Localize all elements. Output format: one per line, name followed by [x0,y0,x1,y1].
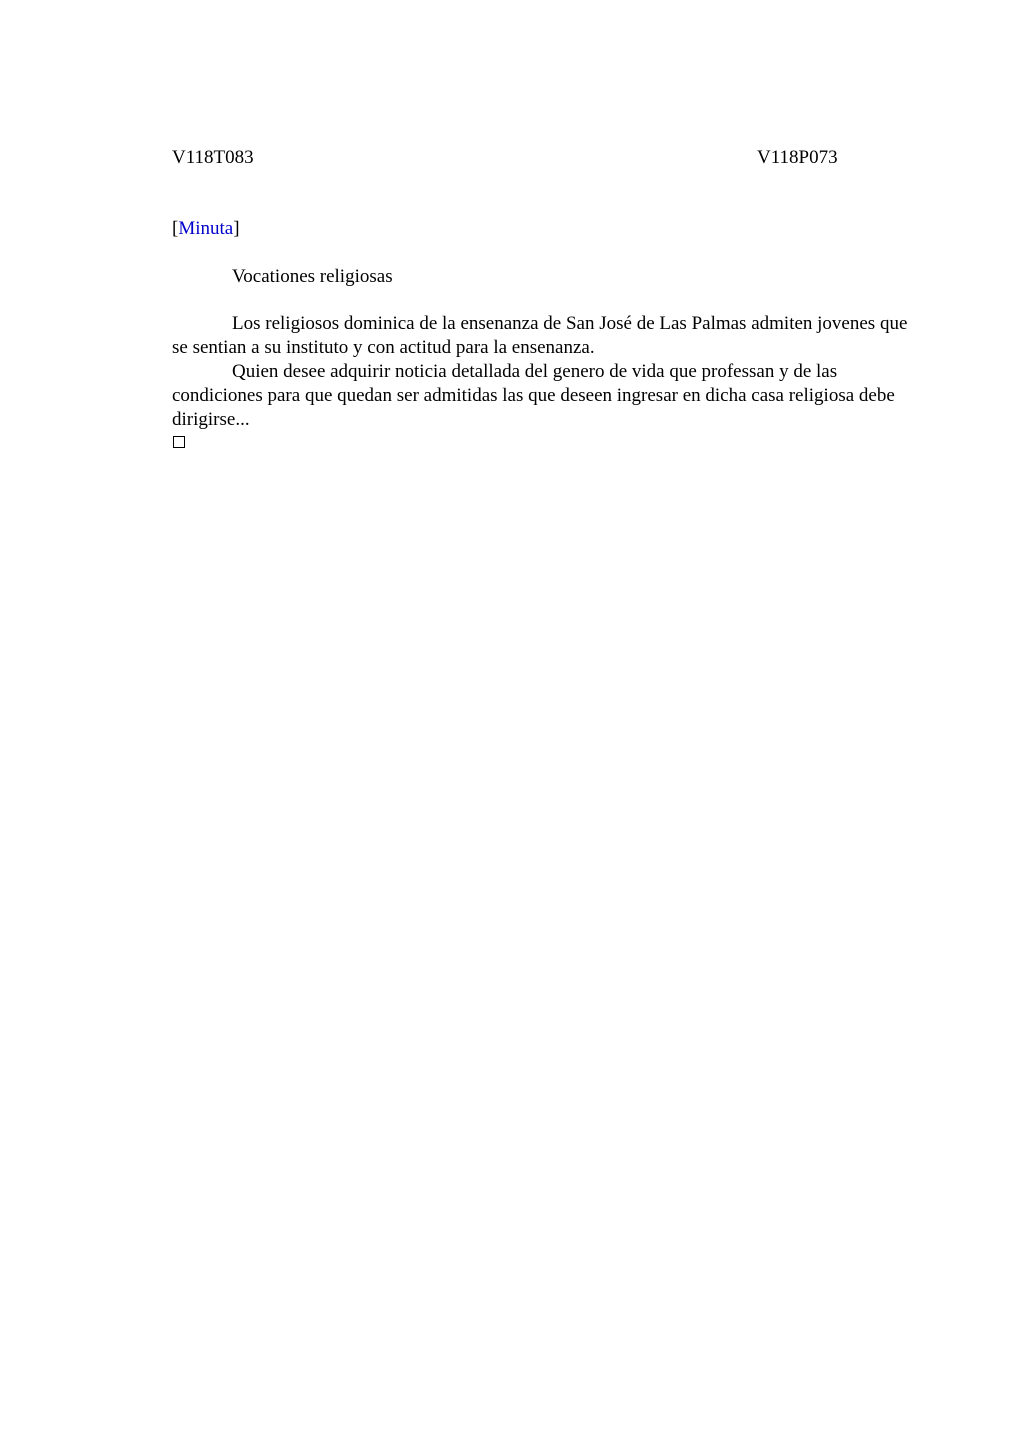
minuta-close-bracket: ] [233,218,240,239]
document-code-left: V118T083 [172,147,254,168]
empty-square-icon [173,436,185,448]
minuta-link[interactable]: Minuta [178,218,234,239]
document-code-right: V118P073 [757,147,838,168]
paragraph-2: Quien desee adquirir noticia detallada del genero de vida que professan y de las condiciones para que quedan ser admitidas las que deseen ingresar en dicha casa religiosa debe dirigirse... [172,361,895,430]
minuta-label [172,217,240,241]
paragraph-1: Los religiosos dominica de la ensenanza de San José de Las Palmas admiten jovenes que se sentian a su instituto y con actitud para la ensenanza. [172,313,908,358]
minuta-open-bracket: [ [172,218,179,239]
document-title: Vocationes religiosas [232,266,393,287]
document-body [172,312,917,432]
